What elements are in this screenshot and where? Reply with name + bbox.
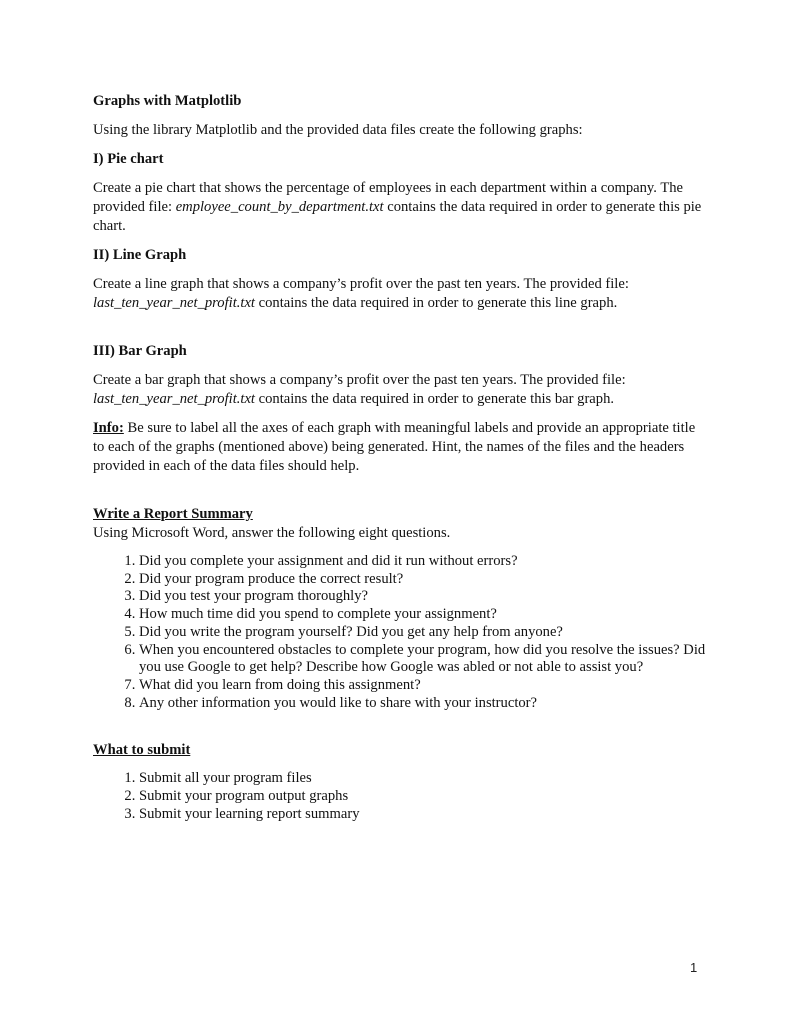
page-number: 1	[690, 960, 698, 975]
list-item: 2. Submit your program output graphs	[139, 788, 708, 806]
list-item: 1. Did you complete your assignment and did it run without errors?	[139, 553, 708, 571]
info-paragraph	[93, 419, 708, 476]
line-text-after: contains the data required in order to generate this line graph.	[255, 295, 618, 311]
list-item: 3. Did you test your program thoroughly?	[139, 588, 708, 606]
list-item: 6. When you encountered obstacles to complete your program, how did you resolve the issues? Did you use Google to get help? Describe how Google was abled or not able to assist you?	[139, 642, 708, 677]
list-item: 7. What did you learn from doing this assignment?	[139, 677, 708, 695]
list-item: 4. How much time did you spend to complete your assignment?	[139, 606, 708, 624]
report-heading: Write a Report Summary	[93, 506, 253, 522]
pie-file-name: employee_count_by_department.txt	[175, 199, 384, 215]
line-text-before: Create a line graph that shows a company’s profit over the past ten years. The provided file:	[93, 276, 629, 292]
pie-chart-heading: I) Pie chart	[93, 151, 164, 167]
line-graph-paragraph	[93, 275, 708, 313]
bar-graph-paragraph	[93, 371, 708, 409]
list-item: 5. Did you write the program yourself? Did you get any help from anyone?	[139, 624, 708, 642]
pie-text-after: contains the data required in order to generate this pie chart.	[93, 199, 702, 234]
pie-text-before: Create a pie chart that shows the percentage of employees in each department within a company. The provided file:	[93, 180, 684, 215]
bar-text-before: Create a bar graph that shows a company’s profit over the past ten years. The provided file:	[93, 372, 626, 388]
intro-paragraph: Using the library Matplotlib and the provided data files create the following graphs:	[93, 122, 583, 138]
list-item: 1. Submit all your program files	[139, 770, 708, 788]
list-item: 2. Did your program produce the correct result?	[139, 571, 708, 589]
submit-list	[93, 770, 708, 823]
bar-text-after: contains the data required in order to generate this bar graph.	[255, 391, 615, 407]
report-intro: Using Microsoft Word, answer the following eight questions.	[93, 525, 451, 541]
line-file-name: last_ten_year_net_profit.txt	[93, 295, 255, 311]
report-questions-list	[93, 553, 708, 712]
submit-heading: What to submit	[93, 742, 191, 759]
line-graph-heading: II) Line Graph	[93, 247, 187, 263]
pie-chart-paragraph	[93, 179, 708, 236]
info-label: Info:	[93, 420, 124, 436]
info-text: Be sure to label all the axes of each graph with meaningful labels and provide an appropriate title to each of the graphs (mentioned above) being generated. Hint, the names of the files and the headers provided in each of the data files should help.	[93, 420, 696, 474]
bar-graph-heading: III) Bar Graph	[93, 343, 187, 359]
list-item: 3. Submit your learning report summary	[139, 806, 708, 824]
bar-file-name: last_ten_year_net_profit.txt	[93, 391, 255, 407]
document-page	[93, 92, 708, 823]
document-title: Graphs with Matplotlib	[93, 93, 242, 109]
list-item: 8. Any other information you would like to share with your instructor?	[139, 695, 708, 713]
